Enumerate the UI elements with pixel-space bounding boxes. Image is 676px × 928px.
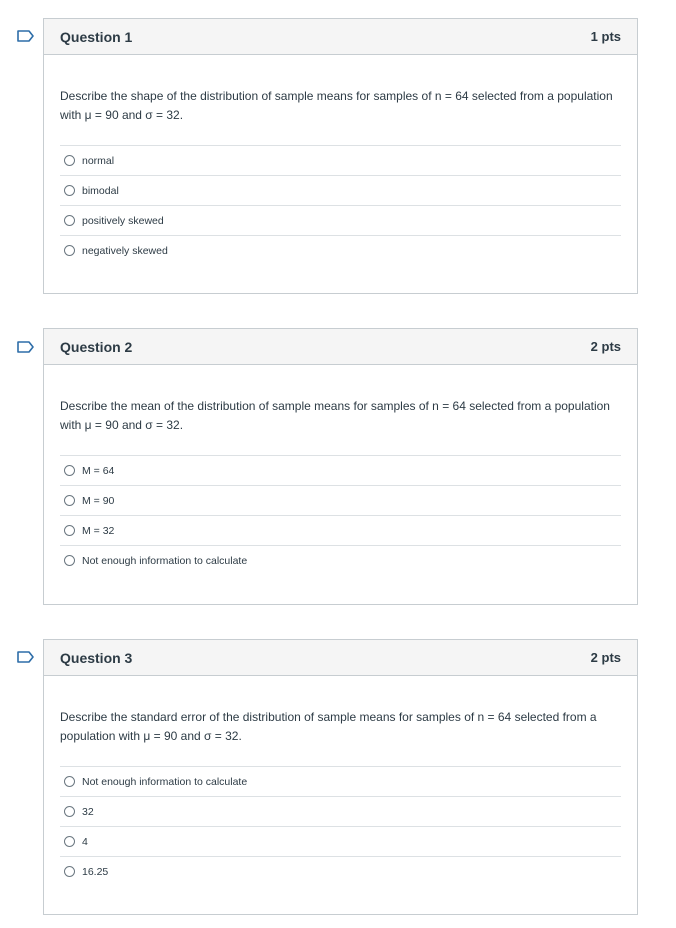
question-3-header [44,640,637,676]
radio-button-icon[interactable] [64,555,75,566]
radio-button-icon[interactable] [64,155,75,166]
answer-option[interactable] [60,205,621,235]
answer-option[interactable] [60,826,621,856]
answer-option[interactable] [60,235,621,265]
answer-label[interactable]: M = 32 [82,524,115,537]
answer-option[interactable] [60,455,621,485]
radio-button-icon[interactable] [64,185,75,196]
answer-label[interactable]: bimodal [82,184,119,197]
question-3-answers [60,766,621,886]
answer-option[interactable] [60,515,621,545]
answer-option[interactable] [60,545,621,575]
question-2-points: 2 pts [590,339,621,354]
radio-button-icon[interactable] [64,866,75,877]
radio-button-icon[interactable] [64,245,75,256]
flag-question-2-icon[interactable] [17,341,35,353]
radio-button-icon[interactable] [64,836,75,847]
answer-label[interactable]: M = 90 [82,494,115,507]
radio-button-icon[interactable] [64,525,75,536]
answer-option[interactable] [60,856,621,886]
answer-option[interactable] [60,485,621,515]
answer-label[interactable]: 4 [82,835,88,848]
answer-label[interactable]: positively skewed [82,214,164,227]
question-1-header [44,19,637,55]
answer-label[interactable]: Not enough information to calculate [82,554,248,567]
radio-button-icon[interactable] [64,465,75,476]
flag-question-3-icon[interactable] [17,651,35,663]
radio-button-icon[interactable] [64,806,75,817]
answer-label[interactable]: normal [82,154,115,167]
question-1-answers [60,145,621,265]
question-3-card [43,639,638,915]
radio-button-icon[interactable] [64,495,75,506]
answer-label[interactable]: M = 64 [82,464,115,477]
answer-option[interactable] [60,766,621,796]
question-3-points: 2 pts [590,650,621,665]
question-2-answers [60,455,621,575]
radio-button-icon[interactable] [64,776,75,787]
question-3-text: Describe the standard error of the distribution of sample means for samples of n = 64 selected from a population with μ = 90 and σ = 32. [60,710,597,743]
answer-label[interactable]: 32 [82,805,94,818]
question-2-header [44,329,637,365]
answer-option[interactable] [60,145,621,175]
question-1-title: Question 1 [60,28,133,45]
question-3-title: Question 3 [60,649,133,666]
answer-label[interactable]: 16.25 [82,865,109,878]
question-2-card [43,328,638,605]
question-2-title: Question 2 [60,338,133,355]
question-1-text: Describe the shape of the distribution of sample means for samples of n = 64 selected from a population with μ = 90 and σ = 32. [60,89,613,122]
question-2-text: Describe the mean of the distribution of sample means for samples of n = 64 selected from a population with μ = 90 and σ = 32. [60,399,610,432]
answer-option[interactable] [60,796,621,826]
flag-question-1-icon[interactable] [17,30,35,42]
question-1-points: 1 pts [590,29,621,44]
answer-option[interactable] [60,175,621,205]
radio-button-icon[interactable] [64,215,75,226]
question-1-card [43,18,638,294]
answer-label[interactable]: negatively skewed [82,244,168,257]
answer-label[interactable]: Not enough information to calculate [82,775,248,788]
